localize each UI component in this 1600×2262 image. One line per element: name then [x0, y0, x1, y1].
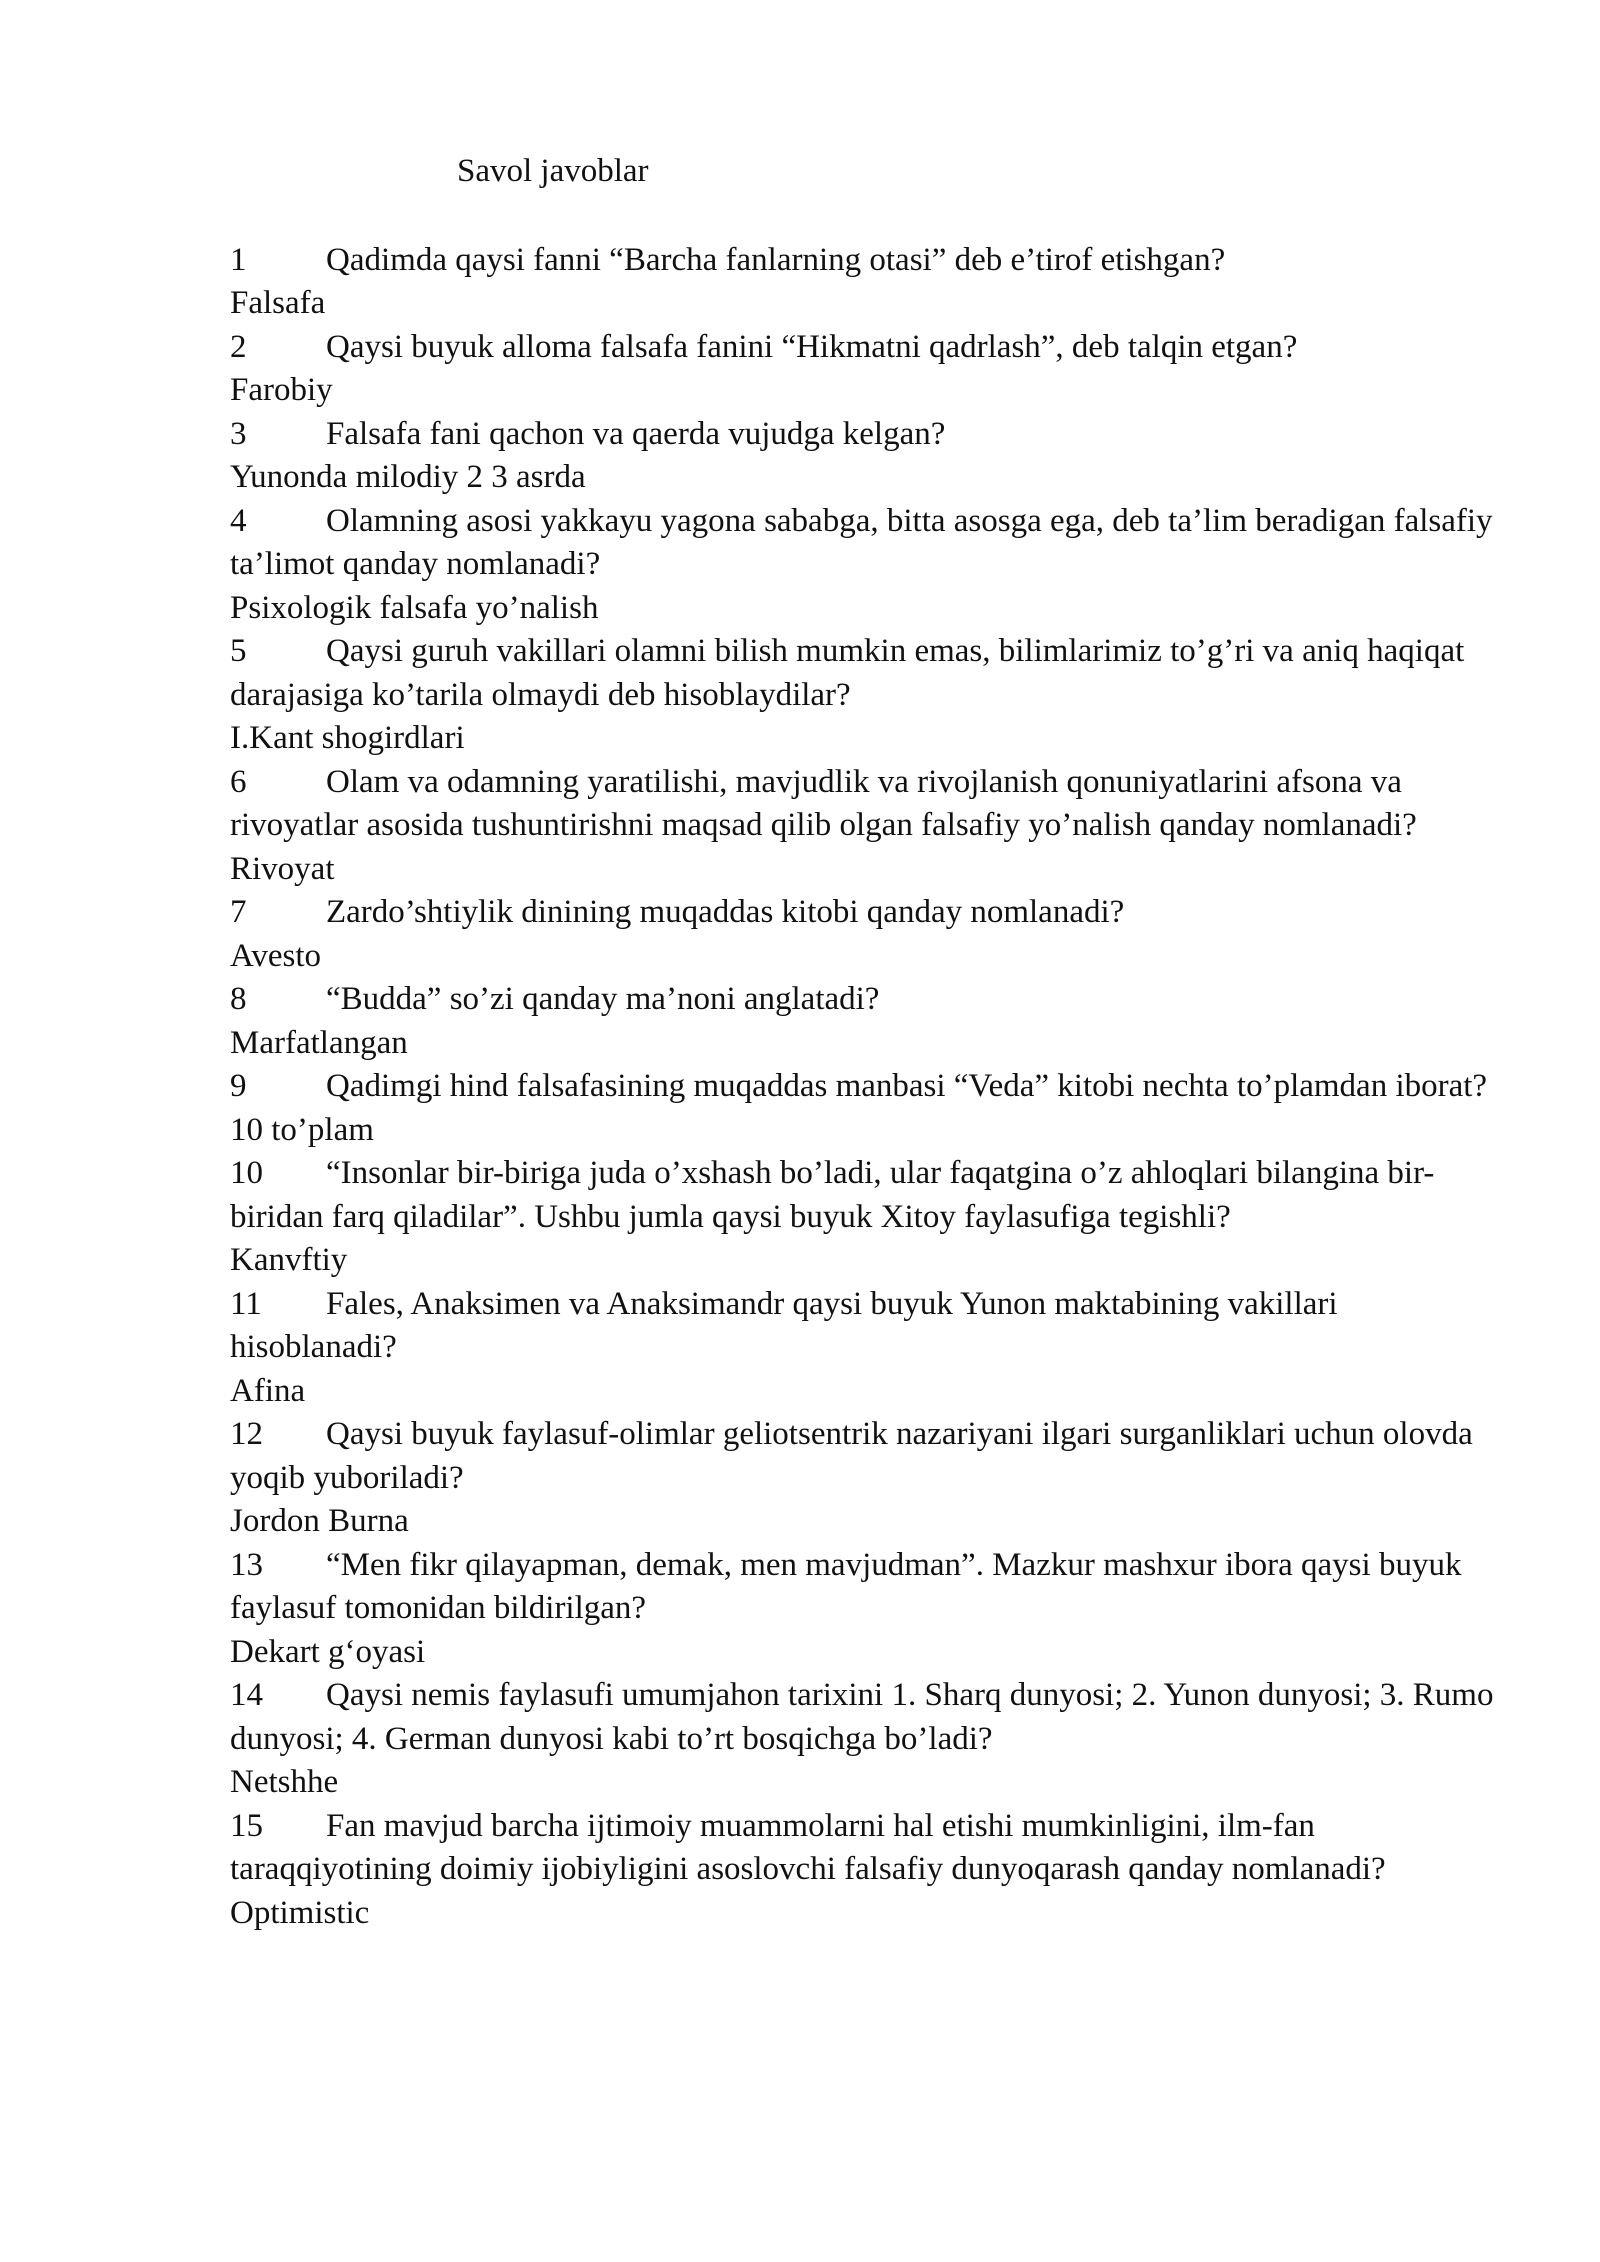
qa-item-9: [230, 1065, 1500, 1152]
question: [230, 1065, 1500, 1109]
qa-item-6: [230, 761, 1500, 892]
question-text: Zardo’shtiylik dinining muqaddas kitobi qanday nomlanadi?: [326, 894, 1125, 930]
qa-item-11: [230, 1283, 1500, 1414]
question: [230, 891, 1500, 935]
question-number: 7: [230, 894, 247, 930]
qa-item-5: [230, 630, 1500, 761]
question: [230, 1544, 1500, 1631]
question-text: Qaysi buyuk alloma falsafa fanini “Hikmatni qadrlash”, deb talqin etgan?: [326, 328, 1298, 365]
question-number: 5: [230, 633, 247, 669]
question: [230, 1152, 1500, 1239]
question-text: “Men fikr qilayapman, demak, men mavjudman”. Mazkur mashxur ibora qaysi buyuk faylasuf tomonidan bildirilgan?: [230, 1546, 1462, 1626]
answer-text: Yunonda milodiy 2 3 asrda: [230, 459, 586, 495]
answer-text: Marfatlangan: [230, 1024, 408, 1061]
qa-item-14: [230, 1674, 1500, 1805]
answer-text: Farobiy: [230, 372, 333, 408]
question-text: Qadimda qaysi fanni “Barcha fanlarning otasi” deb e’tirof etishgan?: [326, 241, 1226, 278]
question-text: Qaysi nemis faylasufi umumjahon tarixini 1. Sharq dunyosi; 2. Yunon dunyosi; 3. Rumo dunyosi; 4. German dunyosi kabi to’rt bosqichga bo’ladi?: [230, 1677, 1494, 1757]
qa-item-10: [230, 1152, 1500, 1283]
question-number: 10: [230, 1155, 263, 1191]
question: [230, 1674, 1500, 1761]
question: [230, 1805, 1500, 1892]
question-text: Qaysi buyuk faylasuf-olimlar geliotsentrik nazariyani ilgari surganliklari uchun olovda yoqib yuboriladi?: [230, 1416, 1473, 1496]
question-number: 12: [230, 1416, 263, 1452]
question-text: Olamning asosi yakkayu yagona sababga, bitta asosga ega, deb ta’lim beradigan falsafiy ta’limot qanday nomlanadi?: [230, 502, 1493, 582]
answer-text: Avesto: [230, 937, 322, 974]
question-number: 8: [230, 981, 247, 1017]
answer-text: Afina: [230, 1372, 306, 1409]
question-text: Olam va odamning yaratilishi, mavjudlik va rivojlanish qonuniyatlarini afsona va rivoyatlar asosida tushuntirishni maqsad qilib olgan falsafiy yo’nalish qanday nomlanadi?: [230, 763, 1417, 843]
question-number: 15: [230, 1807, 263, 1844]
qa-item-3: [230, 413, 1500, 500]
question-number: 2: [230, 328, 247, 365]
answer-text: Netshhe: [230, 1764, 339, 1800]
question: [230, 1413, 1500, 1500]
answer-text: Rivoyat: [230, 850, 335, 887]
answer-text: Optimistic: [230, 1894, 370, 1931]
answer-text: 10 to’plam: [230, 1111, 374, 1148]
qa-item-15: [230, 1805, 1500, 1936]
question-number: 11: [230, 1285, 262, 1322]
answer-text: Dekart g‘oyasi: [230, 1633, 426, 1670]
qa-item-4: [230, 500, 1500, 631]
document-title: Savol javoblar: [457, 153, 649, 189]
question: [230, 239, 1500, 283]
question-number: 13: [230, 1546, 263, 1583]
question-number: 9: [230, 1068, 247, 1104]
question: [230, 630, 1500, 717]
answer-text: Falsafa: [230, 285, 326, 321]
question-text: Falsafa fani qachon va qaerda vujudga kelgan?: [326, 415, 946, 452]
question-number: 14: [230, 1677, 263, 1713]
question-text: Fan mavjud barcha ijtimoiy muammolarni hal etishi mumkinligini, ilm-fan taraqqiyotining doimiy ijobiyligini asoslovchi falsafiy dunyoqarash qanday nomlanadi?: [230, 1807, 1386, 1887]
qa-item-13: [230, 1544, 1500, 1675]
question-text: Qadimgi hind falsafasining muqaddas manbasi “Veda” kitobi nechta to’plamdan iborat?: [326, 1068, 1488, 1104]
document-page: [230, 150, 1500, 1935]
qa-item-2: [230, 326, 1500, 413]
question-text: “Insonlar bir-biriga juda o’xshash bo’ladi, ular faqatgina o’z ahloqlari bilangina bir-biridan farq qiladilar”. Ushbu jumla qaysi buyuk Xitoy faylasufiga tegishli?: [230, 1155, 1435, 1235]
question: [230, 413, 1500, 457]
qa-item-12: [230, 1413, 1500, 1544]
answer-text: Jordon Burna: [230, 1503, 409, 1539]
question: [230, 978, 1500, 1022]
answer-text: Kanvftiy: [230, 1242, 348, 1278]
question-text: Qaysi guruh vakillari olamni bilish mumkin emas, bilimlarimiz to’g’ri va aniq haqiqat darajasiga ko’tarila olmaydi deb hisoblaydilar?: [230, 633, 1465, 713]
qa-item-1: [230, 239, 1500, 326]
answer-text: Psixologik falsafa yo’nalish: [230, 589, 599, 626]
question-number: 1: [230, 241, 247, 278]
answer-text: I.Kant shogirdlari: [230, 720, 465, 756]
qa-item-8: [230, 978, 1500, 1065]
question-text: “Budda” so’zi qanday ma’noni anglatadi?: [326, 981, 880, 1017]
question: [230, 326, 1500, 370]
question-number: 3: [230, 415, 247, 452]
question-number: 4: [230, 502, 247, 539]
question: [230, 761, 1500, 848]
qa-item-7: [230, 891, 1500, 978]
question: [230, 500, 1500, 587]
question-text: Fales, Anaksimen va Anaksimandr qaysi buyuk Yunon maktabining vakillari hisoblanadi?: [230, 1285, 1338, 1365]
question: [230, 1283, 1500, 1370]
question-number: 6: [230, 763, 247, 800]
